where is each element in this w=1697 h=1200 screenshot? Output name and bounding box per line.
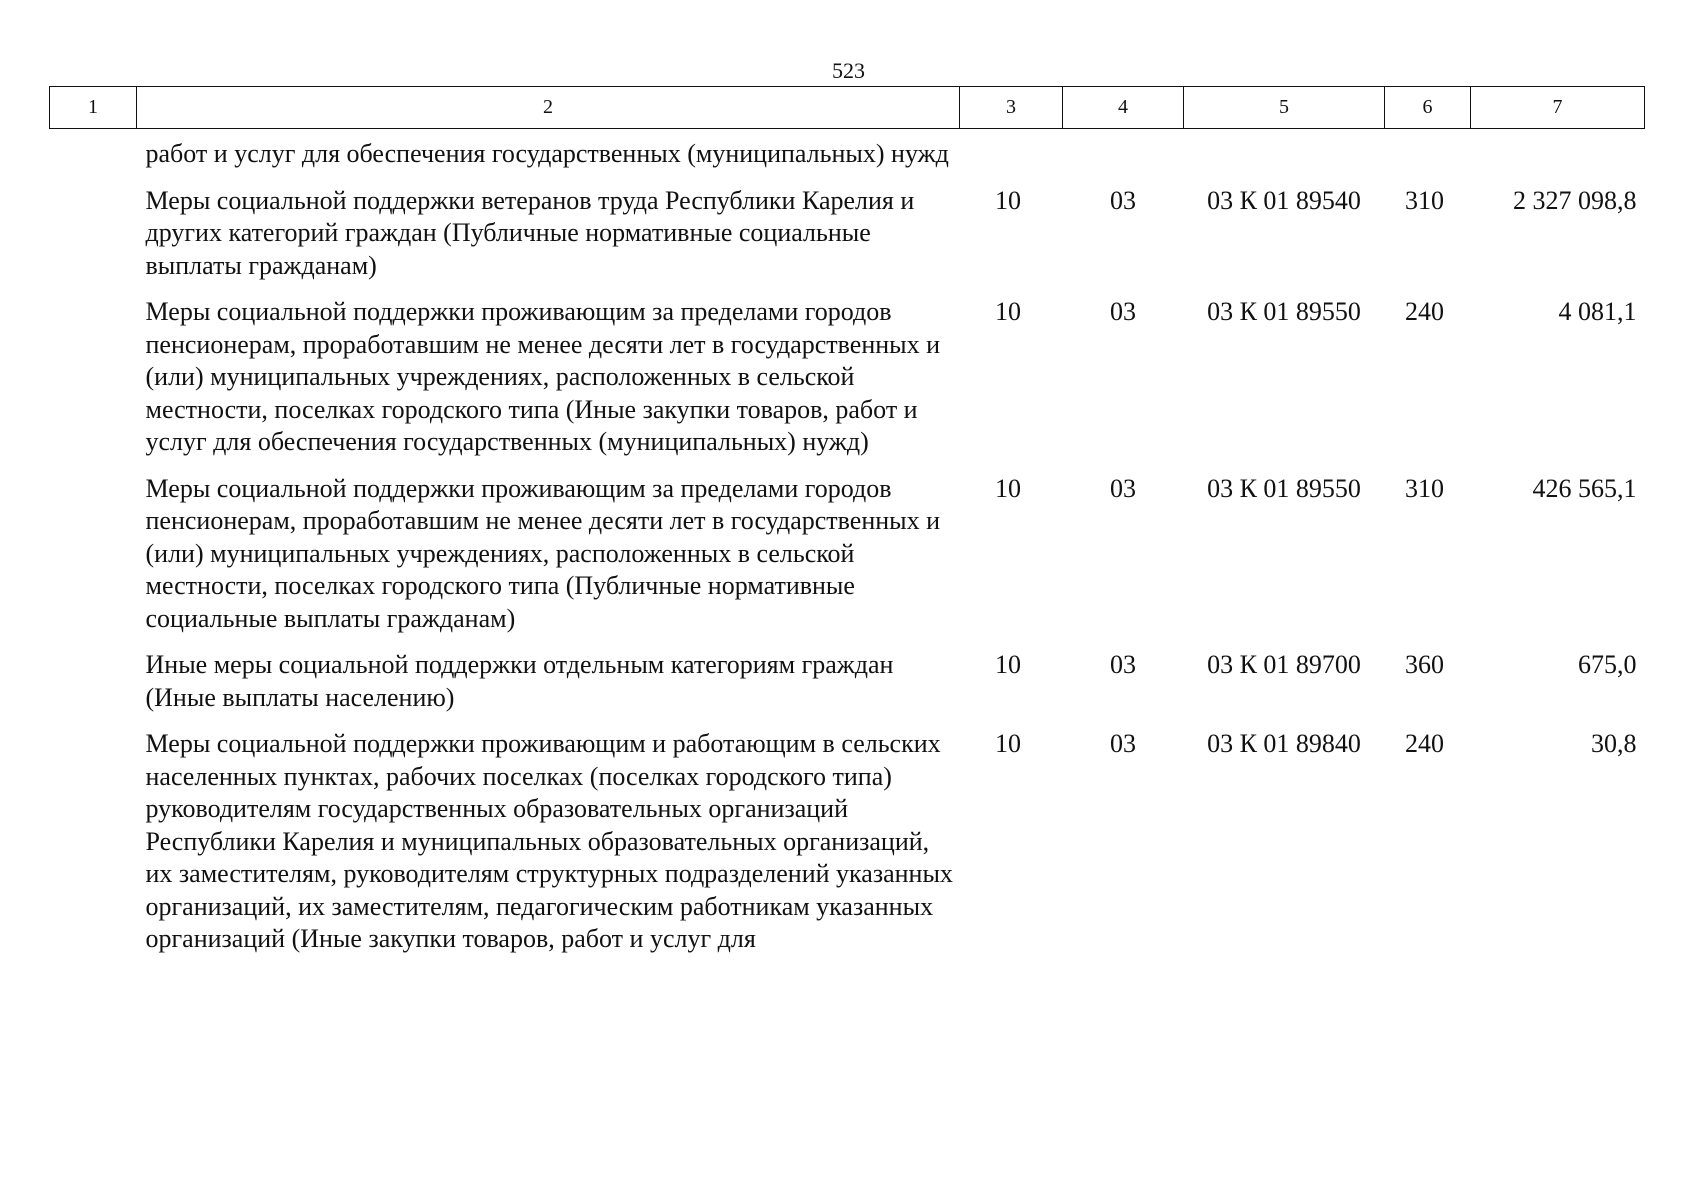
row-expense-type: 240 xyxy=(1405,297,1444,326)
row-target-code: 03 К 01 89550 xyxy=(1207,297,1361,326)
header-col-4: 4 xyxy=(1063,87,1184,129)
table-row xyxy=(50,129,1645,171)
header-row xyxy=(50,87,1645,129)
row-index-cell xyxy=(50,171,137,283)
row-section: 10 xyxy=(995,297,1021,326)
row-subsection: 03 xyxy=(1110,729,1136,758)
row-expense-type: 310 xyxy=(1405,185,1444,215)
row-amount: 2 327 098,8 xyxy=(1513,185,1637,215)
budget-table xyxy=(49,86,1645,956)
row-amount: 675,0 xyxy=(1578,650,1637,679)
table-row xyxy=(50,459,1645,636)
row-target-code: 03 К 01 89700 xyxy=(1207,650,1361,679)
row-section: 10 xyxy=(995,729,1021,758)
row-subsection xyxy=(1063,129,1184,171)
row-subsection: 03 xyxy=(1110,473,1136,503)
row-name: Меры социальной поддержки проживающим и работающим в сельских населенных пунктах, рабочих поселках (поселках городского типа) руководителям государственных образовательных организаций Республики Карелия и муниципальных образовательных организаций, их заместителям, руководителям структурных подразделений указанных организаций, их заместителям, педагогическим работникам указанных организаций (Иные закупки товаров, работ и услуг для xyxy=(145,729,953,953)
table-row xyxy=(50,171,1645,283)
table-row xyxy=(50,714,1645,956)
table-row xyxy=(50,635,1645,714)
row-expense-type: 310 xyxy=(1405,473,1444,503)
row-index-cell xyxy=(50,635,137,714)
row-index-cell xyxy=(50,459,137,636)
row-expense-type xyxy=(1385,129,1471,171)
row-name: работ и услуг для обеспечения государственных (муниципальных) нужд xyxy=(145,139,949,168)
row-amount: 426 565,1 xyxy=(1532,473,1637,503)
table-row xyxy=(50,282,1645,459)
row-expense-type: 240 xyxy=(1405,729,1444,758)
row-amount: 4 081,1 xyxy=(1558,297,1637,326)
row-index-cell xyxy=(50,714,137,956)
row-section: 10 xyxy=(995,185,1021,215)
header-col-3: 3 xyxy=(960,87,1063,129)
row-target-code: 03 К 01 89550 xyxy=(1207,473,1361,503)
row-target-code xyxy=(1184,129,1385,171)
row-amount xyxy=(1471,129,1645,171)
row-section: 10 xyxy=(995,473,1021,503)
row-name: Меры социальной поддержки проживающим за пределами городов пенсионерам, проработавшим не менее десяти лет в государственных и (или) муниципальных учреждениях, расположенных в сельской местности, поселках городского типа (Публичные нормативные социальные выплаты гражданам) xyxy=(145,473,941,633)
row-index-cell xyxy=(50,129,137,171)
row-amount: 30,8 xyxy=(1591,729,1637,758)
row-section xyxy=(960,129,1063,171)
row-expense-type: 360 xyxy=(1405,650,1444,679)
row-name: Меры социальной поддержки проживающим за пределами городов пенсионерам, проработавшим не менее десяти лет в государственных и (или) муниципальных учреждениях, расположенных в сельской местности, поселках городского типа (Иные закупки товаров, работ и услуг для обеспечения государственных (муниципальных) нужд) xyxy=(145,297,941,456)
row-section: 10 xyxy=(995,650,1021,679)
header-col-1: 1 xyxy=(50,87,137,129)
header-col-7: 7 xyxy=(1471,87,1645,129)
page-number: 523 xyxy=(832,58,865,83)
row-target-code: 03 К 01 89840 xyxy=(1207,729,1361,758)
table-header xyxy=(50,87,1645,129)
row-subsection: 03 xyxy=(1110,650,1136,679)
table-body xyxy=(50,129,1645,956)
header-col-5: 5 xyxy=(1184,87,1385,129)
row-target-code: 03 К 01 89540 xyxy=(1207,185,1361,215)
row-subsection: 03 xyxy=(1110,185,1136,215)
header-col-2: 2 xyxy=(137,87,960,129)
row-name: Меры социальной поддержки ветеранов труда Республики Карелия и других категорий граждан (Публичные нормативные социальные выплаты гражданам) xyxy=(145,185,915,280)
row-name: Иные меры социальной поддержки отдельным категориям граждан (Иные выплаты населению) xyxy=(145,650,894,712)
row-index-cell xyxy=(50,282,137,459)
row-subsection: 03 xyxy=(1110,297,1136,326)
header-col-6: 6 xyxy=(1385,87,1471,129)
